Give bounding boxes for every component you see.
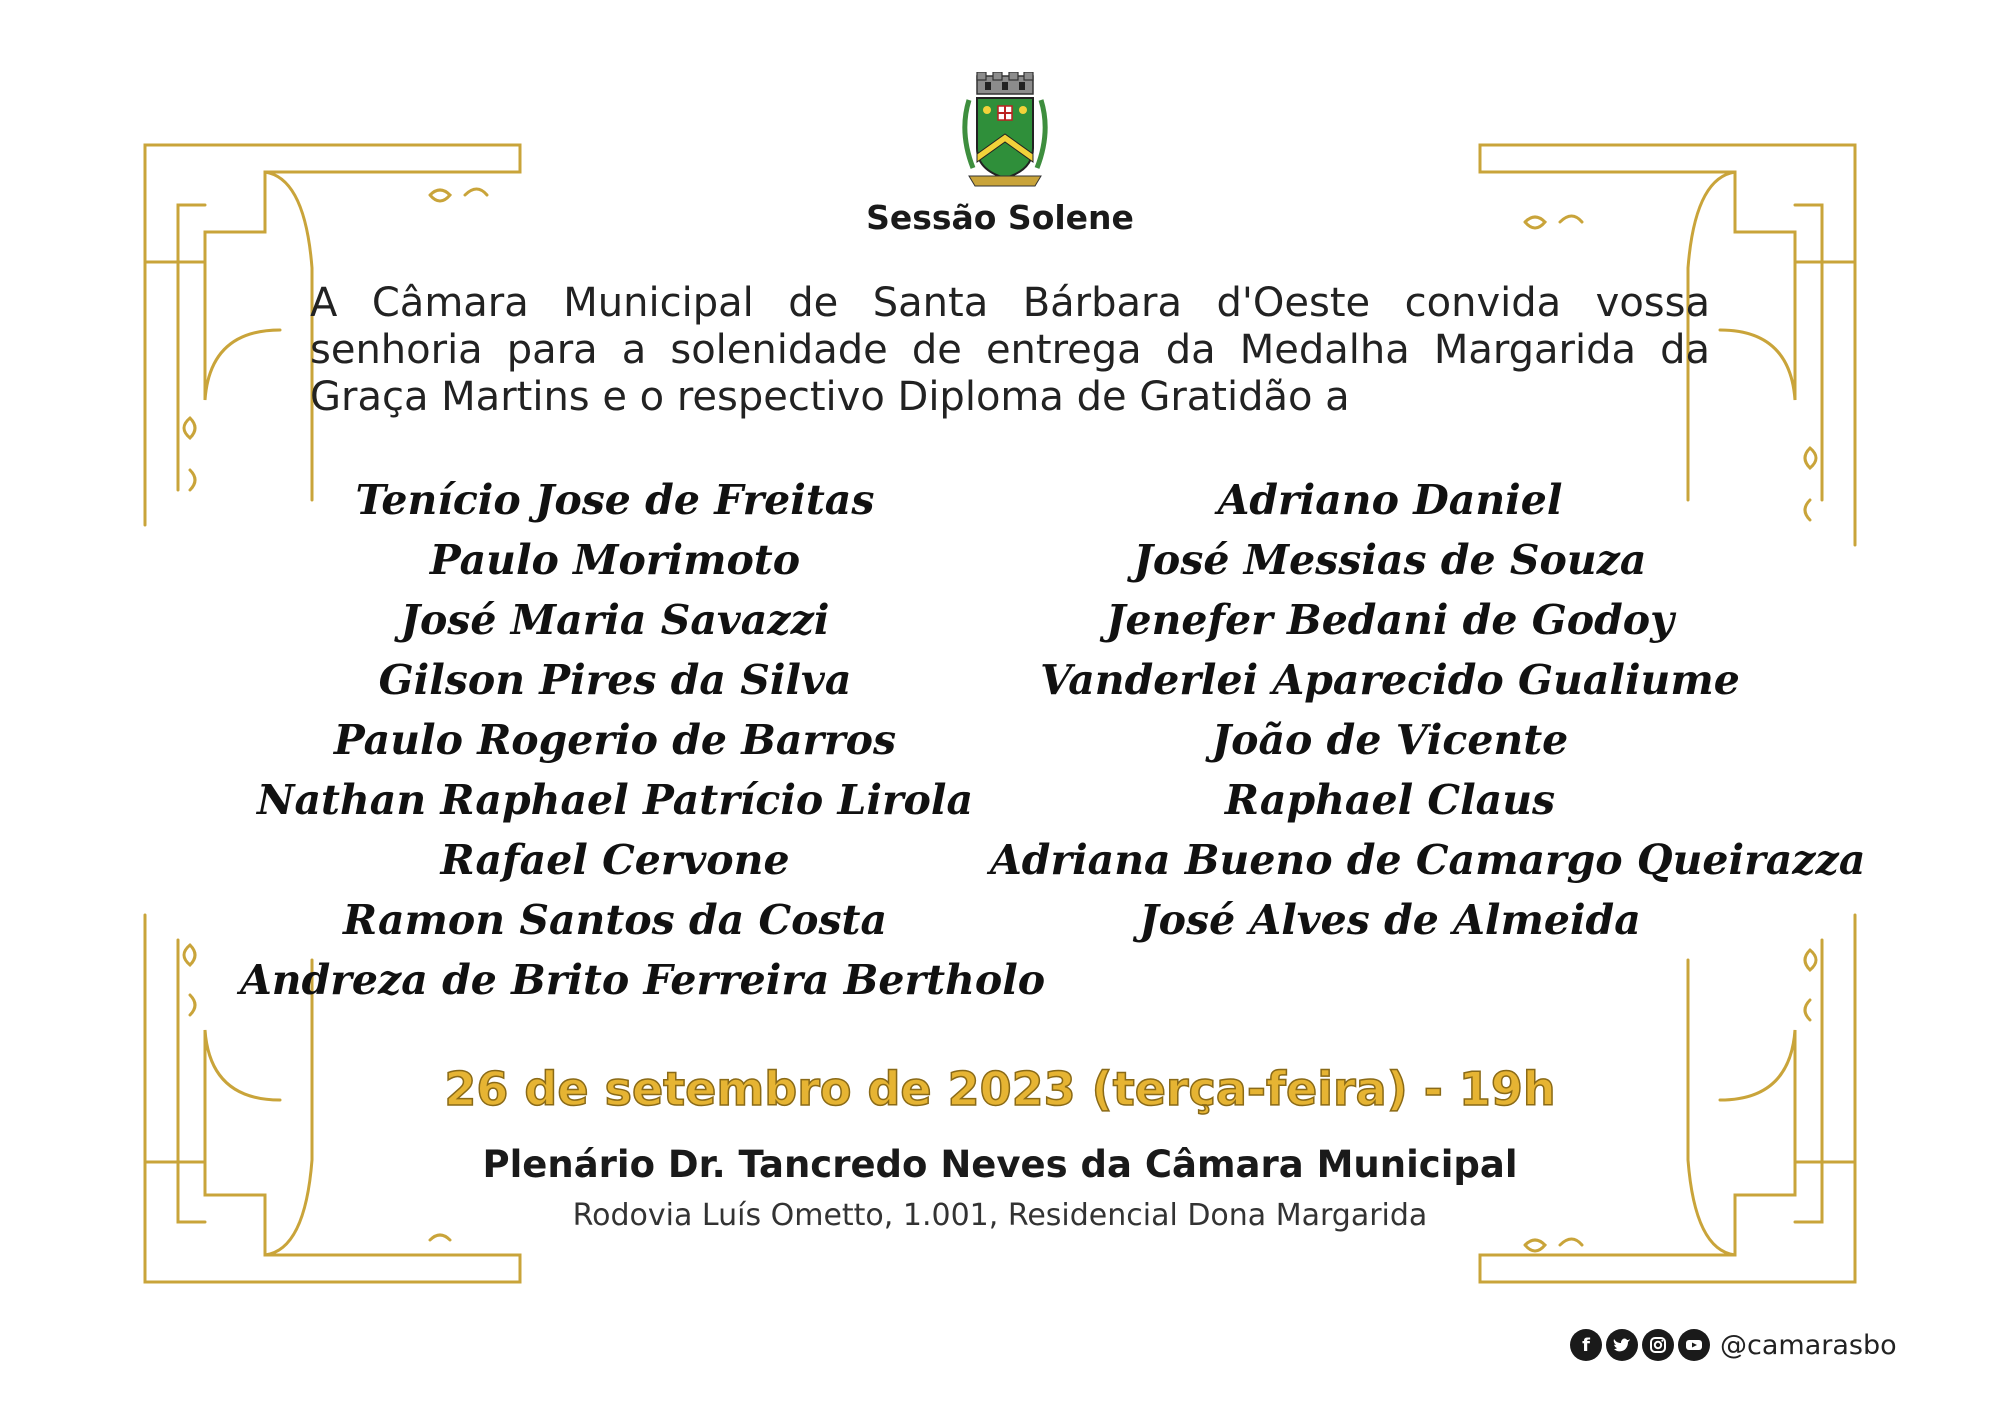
honoree-name: Adriana Bueno de Camargo Queirazza [990, 836, 1866, 884]
event-address: Rodovia Luís Ometto, 1.001, Residencial Dona Margarida [572, 1198, 1428, 1233]
honoree-name: José Messias de Souza [1133, 536, 1647, 584]
page-title: Sessão Solene [866, 198, 1134, 237]
honorees-right-column [990, 470, 1866, 950]
honoree-name: Ramon Santos da Costa [342, 896, 888, 944]
municipal-crest-logo [955, 72, 1055, 188]
invitation-text [310, 280, 1710, 421]
honoree-name: Adriano Daniel [1217, 476, 1563, 524]
honoree-name: Raphael Claus [1224, 776, 1556, 824]
honoree-name: Vanderlei Aparecido Gualiume [1040, 656, 1740, 704]
honoree-name: José Maria Savazzi [400, 596, 830, 644]
honoree-name: Nathan Raphael Patrício Lirola [256, 776, 974, 824]
invitation-line-1: A Câmara Municipal de Santa Bárbara d'Oeste convida vossa [310, 280, 1710, 326]
honoree-name: Jenefer Bedani de Godoy [1106, 596, 1674, 644]
honoree-name: João de Vicente [1211, 716, 1569, 764]
honoree-name: Paulo Morimoto [429, 536, 801, 584]
invitation-line-2: senhoria para a solenidade de entrega da Medalha Margarida da [310, 327, 1710, 373]
honoree-name: José Alves de Almeida [1139, 896, 1641, 944]
social-handle[interactable]: @camarasbo [1720, 1329, 1897, 1361]
honoree-name: Gilson Pires da Silva [378, 656, 852, 704]
facebook-icon[interactable]: f [1570, 1329, 1602, 1361]
twitter-icon[interactable] [1606, 1329, 1638, 1361]
youtube-icon[interactable] [1678, 1329, 1710, 1361]
event-venue: Plenário Dr. Tancredo Neves da Câmara Municipal [482, 1143, 1518, 1186]
instagram-icon[interactable] [1642, 1329, 1674, 1361]
event-date: 26 de setembro de 2023 (terça-feira) - 19h [444, 1062, 1556, 1116]
social-bar [1570, 1327, 1897, 1363]
honoree-name: Andreza de Brito Ferreira Bertholo [240, 956, 1046, 1004]
invitation-line-3: Graça Martins e o respectivo Diploma de Gratidão a [310, 374, 1350, 420]
honoree-name: Rafael Cervone [440, 836, 790, 884]
honoree-name: Paulo Rogerio de Barros [333, 716, 897, 764]
honoree-name: Tenício Jose de Freitas [355, 476, 875, 524]
honorees-left-column [240, 470, 1046, 1010]
